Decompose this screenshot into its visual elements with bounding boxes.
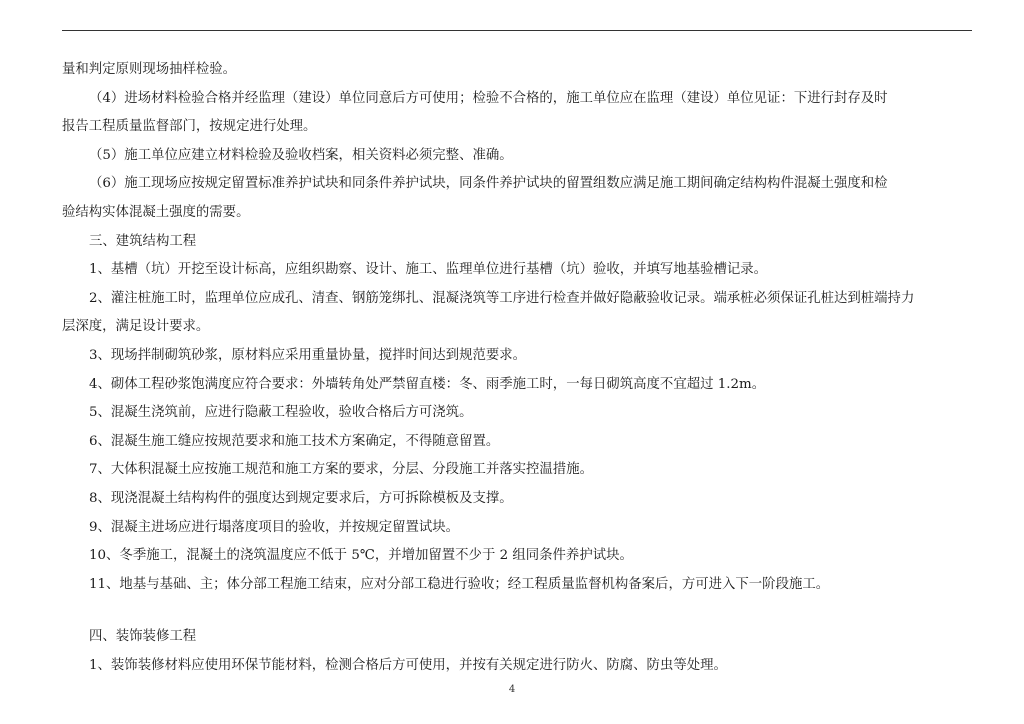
paragraph-gap (62, 599, 974, 623)
text-line: 1、基槽（坑）开挖至设计标高，应组织勘察、设计、施工、监理单位进行基槽（坑）验收，并填写地基验槽记录。 (89, 262, 768, 278)
text-line: 6、混凝生施工缝应按规范要求和施工技术方案确定，不得随意留置。 (89, 433, 500, 449)
text-line: 报告工程质量监督部门，按规定进行处理。 (62, 119, 317, 135)
text-line: 10、冬季施工，混凝土的浇筑温度应不低于 5℃，并增加留置不少于 2 组同条件养护试块。 (89, 548, 633, 564)
text-line: （4）进场材料检验合格并经监理（建设）单位同意后方可使用；检验不合格的，施工单位应在监理（建设）单位见证：下进行封存及时 (89, 90, 888, 106)
text-line: 量和判定原则现场抽样检验。 (62, 62, 237, 77)
document-body (62, 56, 974, 680)
text-block-main (62, 56, 974, 599)
text-line: 2、灌注桩施工时，监理单位应成孔、清查、钢筋笼绑扎、混凝浇筑等工序进行检查并做好隐蔽验收记录。端承桩必须保证孔桩达到桩端持力 (89, 290, 915, 306)
text-line: 层深度，满足设计要求。 (62, 319, 210, 335)
text-line: 8、现浇混凝土结构构件的强度达到规定要求后，方可拆除模板及支撑。 (89, 490, 513, 506)
header-rule (62, 30, 972, 31)
text-line: 9、混凝主进场应进行塌落度项目的验收，并按规定留置试块。 (89, 519, 460, 535)
text-block-decoration (62, 623, 974, 680)
text-line: 1、装饰装修材料应使用环保节能材料，检测合格后方可使用，并按有关规定进行防火、防腐、防虫等处理。 (89, 657, 727, 673)
text-line: （5）施工单位应建立材料检验及验收档案，相关资料必须完整、准确。 (89, 147, 513, 163)
text-line: 7、大体积混凝土应按施工规范和施工方案的要求，分层、分段施工并落实控温措施。 (89, 462, 593, 478)
text-line: 4、砌体工程砂浆饱满度应符合要求：外墙转角处严禁留直楼：冬、雨季施工时，一每日砌筑高度不宜超过 1.2m。 (89, 376, 766, 392)
text-line: 四、装饰装修工程 (89, 629, 197, 645)
text-line: 11、地基与基础、主；体分部工程施工结束，应对分部工稳进行验收；经工程质量监督机构备案后，方可进入下一阶段施工。 (89, 576, 830, 592)
text-line: 验结构实体混凝土强度的需要。 (62, 204, 250, 220)
page-number: 4 (508, 684, 516, 695)
text-line: （6）施工现场应按规定留置标准养护试块和同条件养护试块，同条件养护试块的留置组数应满足施工期间确定结构构件混凝土强度和检 (89, 176, 888, 192)
text-line: 5、混凝生浇筑前，应进行隐蔽工程验收，验收合格后方可浇筑。 (89, 405, 473, 421)
text-line: 3、现场拌制砌筑砂浆，原材料应采用重量协量，搅拌时间达到规范要求。 (89, 347, 527, 363)
text-line: 三、建筑结构工程 (89, 233, 197, 249)
